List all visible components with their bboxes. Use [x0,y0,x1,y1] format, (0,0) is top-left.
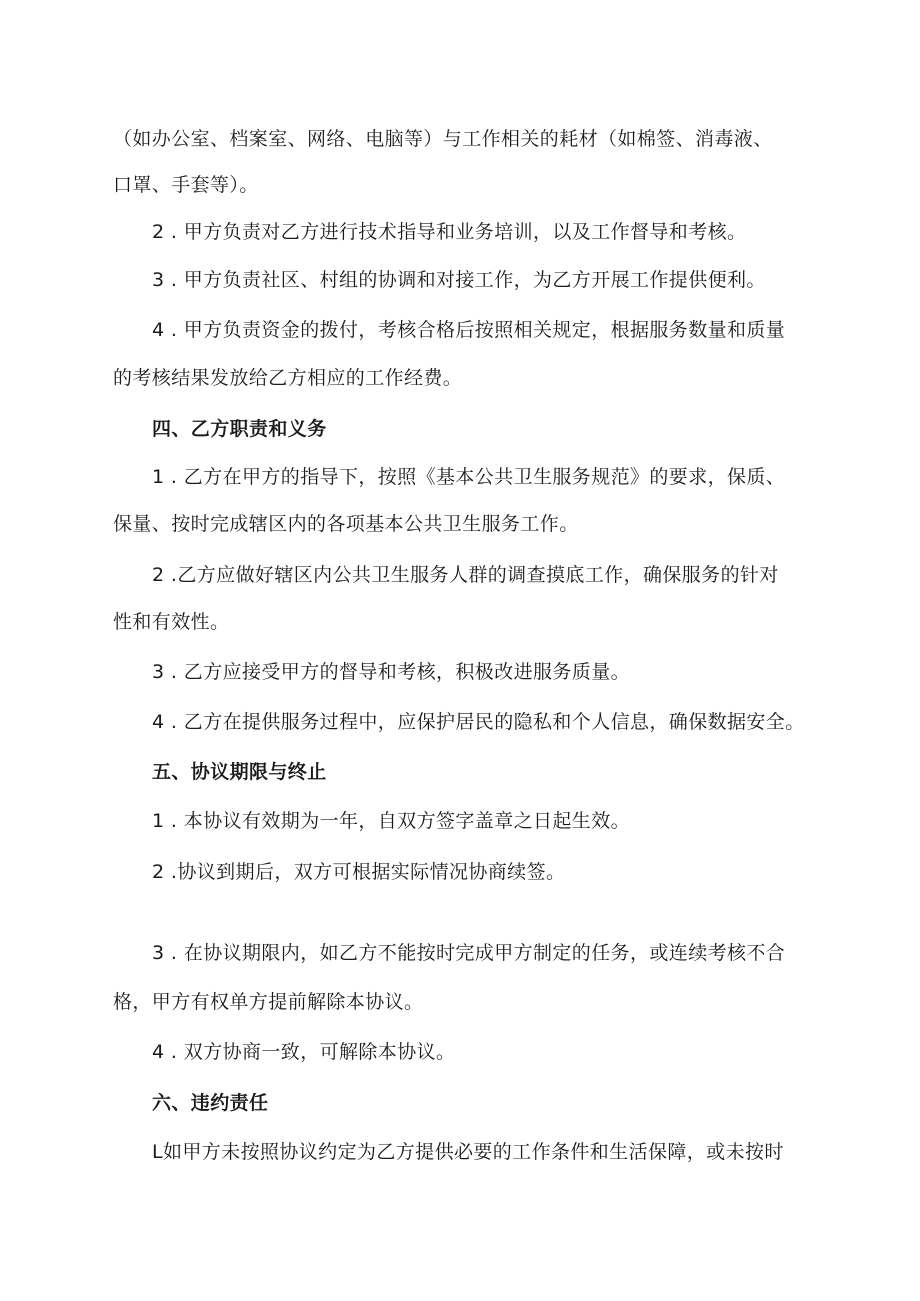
list-item: 1 . 乙方在甲方的指导下，按照《基本公共卫生服务规范》的要求，保质、 [152,466,786,488]
paragraph-line: （如办公室、档案室、网络、电脑等）与工作相关的耗材（如棉签、消毒液、 [113,128,773,150]
list-item: 4 . 乙方在提供服务过程中，应保护居民的隐私和个人信息，确保数据安全。 [152,711,805,733]
list-item: 3 . 乙方应接受甲方的督导和考核，积极改进服务质量。 [152,661,631,683]
list-item: 4 . 双方协商一致，可解除本协议。 [152,1041,456,1063]
section-heading: 五、协议期限与终止 [152,761,327,783]
list-item: 3 . 甲方负责社区、村组的协调和对接工作，为乙方开展工作提供便利。 [152,269,766,291]
list-item: L如甲方未按照协议约定为乙方提供必要的工作条件和生活保障，或未按时 [152,1141,784,1163]
list-item: 2 . 甲方负责对乙方进行技术指导和业务培训，以及工作督导和考核。 [152,221,747,243]
list-item-continuation: 的考核结果发放给乙方相应的工作经费。 [113,367,463,389]
section-heading: 四、乙方职责和义务 [152,418,327,440]
list-item-continuation: 性和有效性。 [113,611,230,633]
list-item: 1 . 本协议有效期为一年，自双方签字盖章之日起生效。 [152,810,631,832]
section-heading: 六、违约责任 [152,1092,269,1114]
list-item-continuation: 保量、按时完成辖区内的各项基本公共卫生服务工作。 [113,513,579,535]
list-item: 4 . 甲方负责资金的拨付，考核合格后按照相关规定，根据服务数量和质量 [152,319,786,341]
list-item-continuation: 格，甲方有权单方提前解除本协议。 [113,991,424,1013]
list-item: 2 .协议到期后，双方可根据实际情况协商续签。 [152,861,566,883]
list-item: 2 .乙方应做好辖区内公共卫生服务人群的调查摸底工作，确保服务的针对 [152,564,779,586]
list-item: 3 . 在协议期限内，如乙方不能按时完成甲方制定的任务，或连续考核不合 [152,942,786,964]
paragraph-line: 口罩、手套等）。 [113,174,259,196]
